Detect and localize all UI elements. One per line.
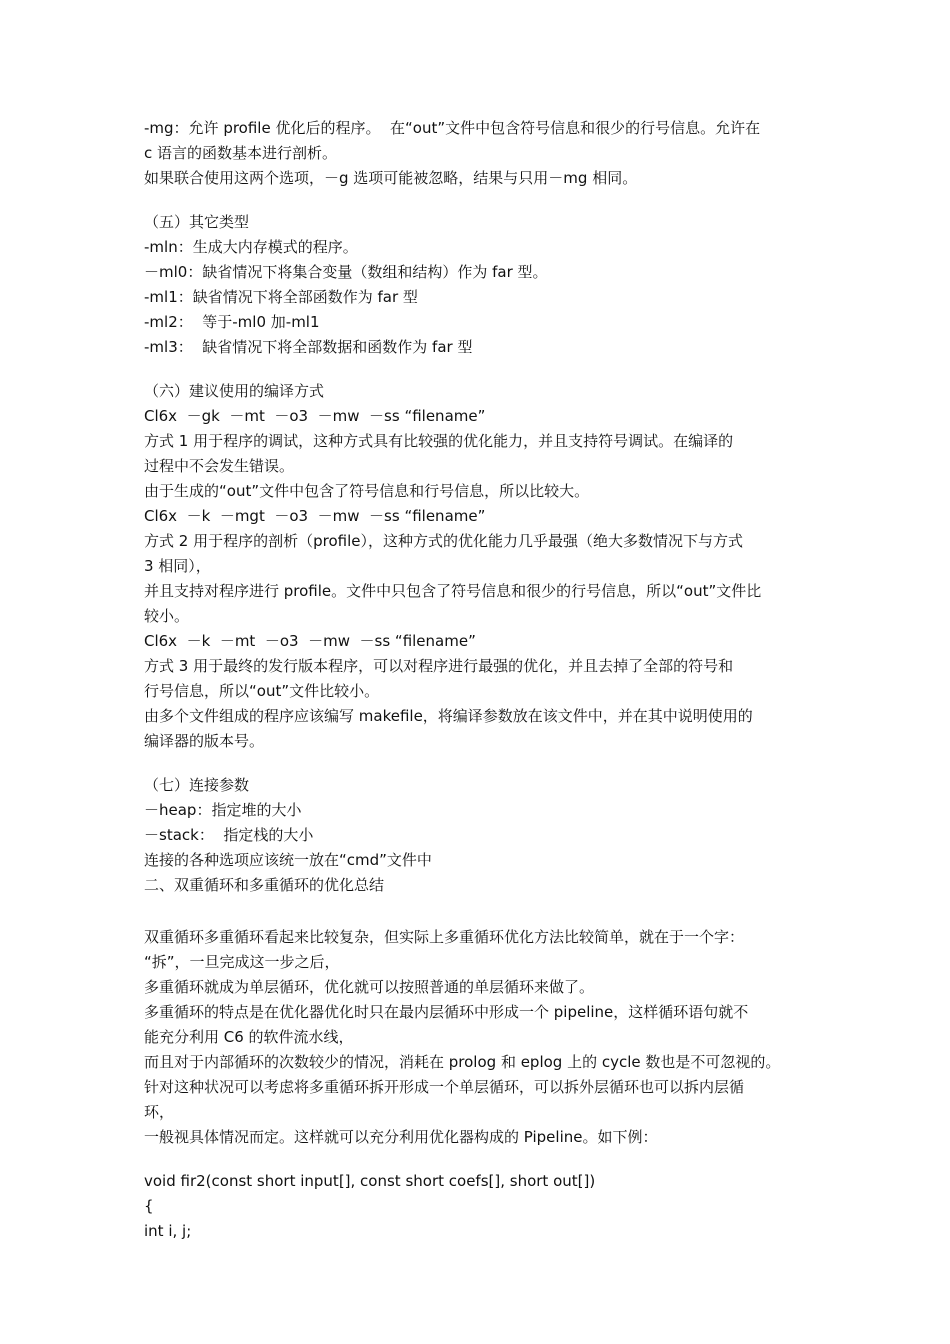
text-line: -ml2： 等于-ml0 加-ml1 — [144, 313, 320, 331]
text-line: 方式 1 用于程序的调试，这种方式具有比较强的优化能力，并且支持符号调试。在编译的 — [144, 432, 734, 450]
text-line: -ml3： 缺省情况下将全部数据和函数作为 far 型 — [144, 338, 473, 356]
text-line: 方式 2 用于程序的剖析（profile），这种方式的优化能力几乎最强（绝大多数情况下与方式 — [144, 532, 743, 550]
text-line: 过程中不会发生错误。 — [144, 457, 295, 475]
command-line: Cl6x －gk －mt －o3 －mw －ss “filename” — [144, 407, 486, 425]
text-line: 双重循环多重循环看起来比较复杂，但实际上多重循环优化方法比较简单，就在于一个字： — [144, 928, 745, 946]
text-line: -ml1：缺省情况下将全部函数作为 far 型 — [144, 288, 418, 306]
code-example — [144, 1169, 812, 1244]
text-line: c 语言的函数基本进行剖析。 — [144, 144, 338, 162]
text-line: 针对这种状况可以考虑将多重循环拆开形成一个单层循环，可以拆外层循环也可以拆内层循 — [144, 1078, 745, 1096]
command-line: Cl6x －k －mt －o3 －mw －ss “filename” — [144, 632, 476, 650]
text-line: －heap：指定堆的大小 — [144, 801, 302, 819]
command-line: Cl6x －k －mgt －o3 －mw －ss “filename” — [144, 507, 486, 525]
text-line: 环， — [144, 1103, 175, 1121]
text-line: 多重循环就成为单层循环，优化就可以按照普通的单层循环来做了。 — [144, 978, 595, 996]
section-mg-option — [144, 116, 812, 191]
text-line: 由多个文件组成的程序应该编写 makefile，将编译参数放在该文件中，并在其中说明使用的 — [144, 707, 753, 725]
section-heading: （五）其它类型 — [144, 213, 250, 231]
text-line: －stack： 指定栈的大小 — [144, 826, 314, 844]
text-line: 3 相同）， — [144, 557, 211, 575]
code-line: void fir2(const short input[], const short coefs[], short out[]) — [144, 1172, 596, 1190]
text-line: 一般视具体情况而定。这样就可以充分利用优化器构成的 Pipeline。如下例： — [144, 1128, 658, 1146]
text-line: “拆”，一旦完成这一步之后， — [144, 953, 340, 971]
text-line: -mg：允许 profile 优化后的程序。 在“out”文件中包含符号信息和很少的行号信息。允许在 — [144, 119, 761, 137]
code-line: { — [144, 1197, 154, 1215]
text-line: 行号信息，所以“out”文件比较小。 — [144, 682, 380, 700]
text-line: 并且支持对程序进行 profile。文件中只包含了符号信息和很少的行号信息，所以“out”文件比 — [144, 582, 762, 600]
text-line: 能充分利用 C6 的软件流水线， — [144, 1028, 354, 1046]
text-line: 由于生成的“out”文件中包含了符号信息和行号信息，所以比较大。 — [144, 482, 590, 500]
section-link-params — [144, 773, 812, 898]
text-line: 方式 3 用于最终的发行版本程序，可以对程序进行最强的优化，并且去掉了全部的符号和 — [144, 657, 734, 675]
text-line: 如果联合使用这两个选项，－g 选项可能被忽略，结果与只用－mg 相同。 — [144, 169, 638, 187]
text-line: 连接的各种选项应该统一放在“cmd”文件中 — [144, 851, 432, 869]
text-line: -mln：生成大内存模式的程序。 — [144, 238, 358, 256]
document-page — [144, 116, 812, 1244]
text-line: 而且对于内部循环的次数较少的情况，消耗在 prolog 和 eplog 上的 cycle 数也是不可忽视的。 — [144, 1053, 781, 1071]
section-heading: （七）连接参数 — [144, 776, 250, 794]
section-compile-modes — [144, 379, 812, 754]
code-line: int i, j; — [144, 1222, 192, 1240]
section-loop-optimization — [144, 925, 812, 1150]
section-other-types — [144, 210, 812, 360]
text-line: －ml0：缺省情况下将集合变量（数组和结构）作为 far 型。 — [144, 263, 548, 281]
section-heading: 二、双重循环和多重循环的优化总结 — [144, 876, 385, 894]
text-line: 较小。 — [144, 607, 190, 625]
section-heading: （六）建议使用的编译方式 — [144, 382, 325, 400]
text-line: 多重循环的特点是在优化器优化时只在最内层循环中形成一个 pipeline，这样循环语句就不 — [144, 1003, 749, 1021]
text-line: 编译器的版本号。 — [144, 732, 265, 750]
